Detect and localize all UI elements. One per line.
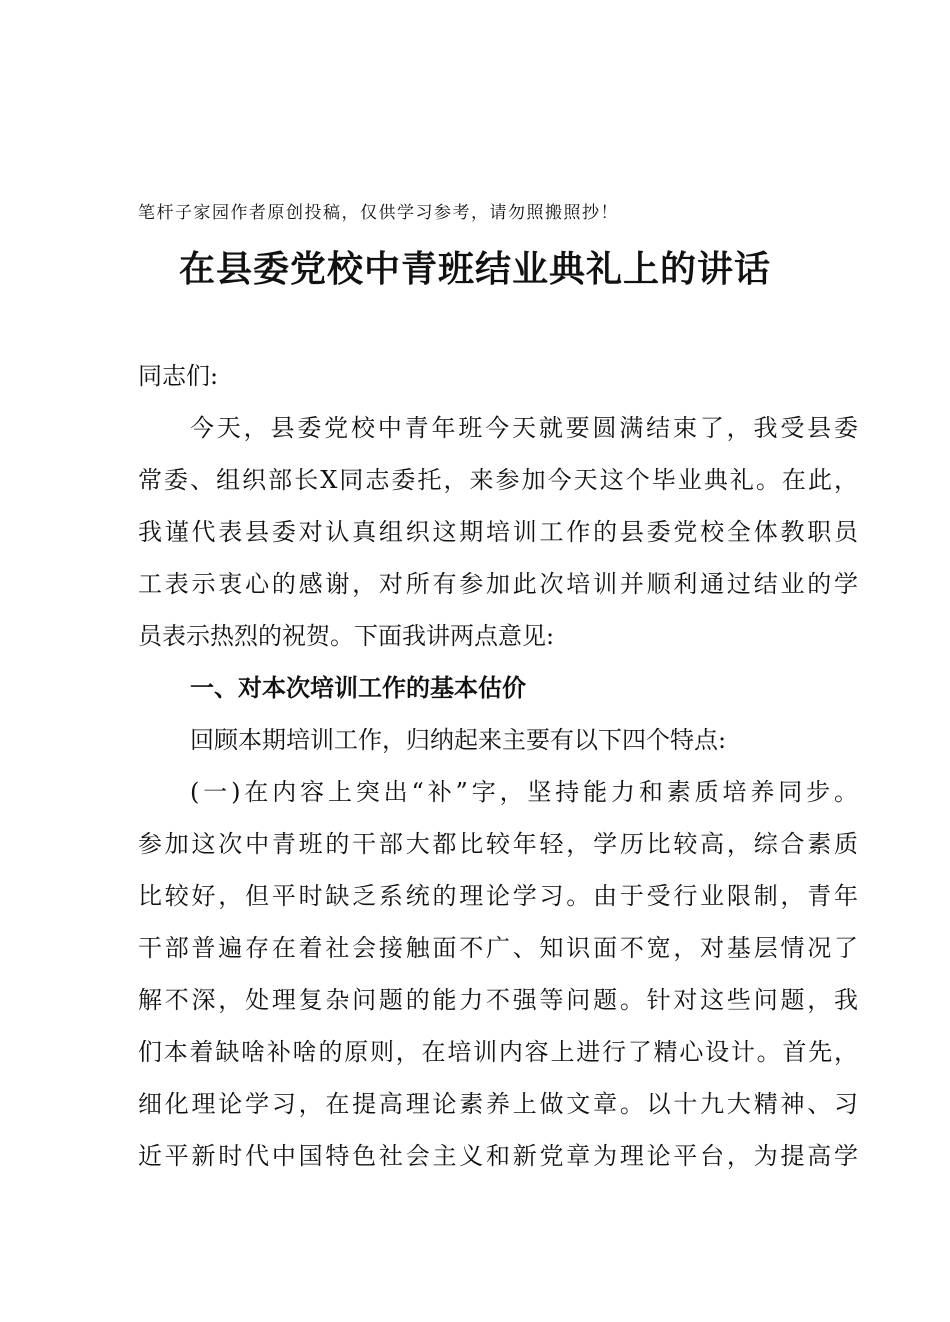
greeting-line: 同志们: <box>138 362 219 390</box>
paragraph-line: 们本着缺啥补啥的原则，在培训内容上进行了精心设计。首先， <box>138 1038 858 1066</box>
paragraph-line: 我谨代表县委对认真组织这期培训工作的县委党校全体教职员 <box>138 518 858 546</box>
document-body <box>138 350 858 1182</box>
paragraph-line: 近平新时代中国特色社会主义和新党章为理论平台，为提高学 <box>138 1142 858 1170</box>
section-heading: 一、对本次培训工作的基本估价 <box>190 674 526 702</box>
copyright-notice: 笔杆子家园作者原创投稿，仅供学习参考，请勿照搬照抄！ <box>138 203 619 223</box>
paragraph-line: 干部普遍存在着社会接触面不广、知识面不宽，对基层情况了 <box>138 934 858 962</box>
subsection-heading-line: (一)在内容上突出“补”字，坚持能力和素质培养同步。 <box>190 778 858 806</box>
paragraph-line: 工表示衷心的感谢，对所有参加此次培训并顺利通过结业的学 <box>138 570 858 598</box>
document-title: 在县委党校中青班结业典礼上的讲话 <box>178 249 771 290</box>
paragraph-line: 今天，县委党校中青年班今天就要圆满结束了，我受县委 <box>190 414 858 442</box>
paragraph-line: 参加这次中青班的干部大都比较年轻，学历比较高，综合素质 <box>138 830 858 858</box>
paragraph-line: 细化理论学习，在提高理论素养上做文章。以十九大精神、习 <box>138 1090 858 1118</box>
paragraph-line: 比较好，但平时缺乏系统的理论学习。由于受行业限制，青年 <box>138 882 858 910</box>
paragraph-line: 解不深，处理复杂问题的能力不强等问题。针对这些问题，我 <box>138 986 858 1014</box>
paragraph-line: 员表示热烈的祝贺。下面我讲两点意见: <box>138 622 555 650</box>
paragraph-line: 常委、组织部长X同志委托，来参加今天这个毕业典礼。在此， <box>138 466 858 494</box>
paragraph-line: 回顾本期培训工作，归纳起来主要有以下四个特点: <box>190 726 727 754</box>
